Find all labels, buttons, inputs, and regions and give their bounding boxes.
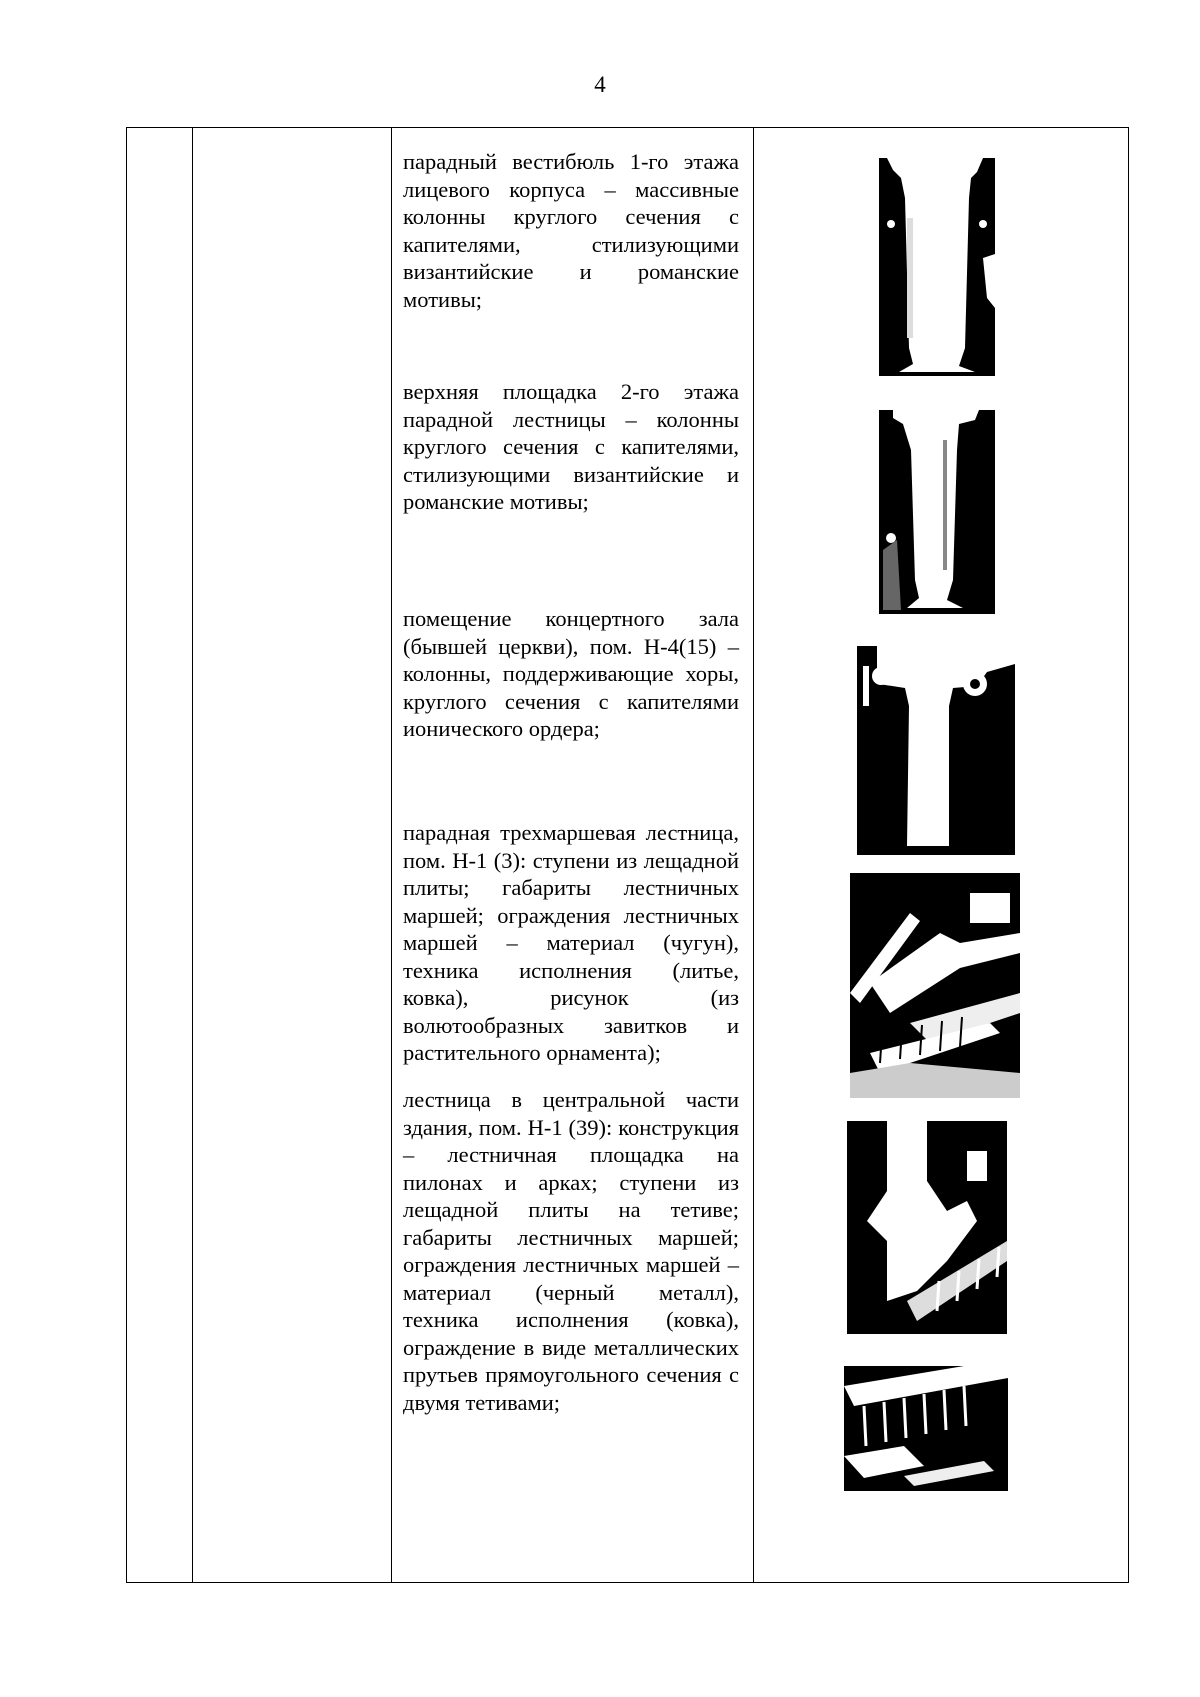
ionic-column-photo: [857, 646, 1015, 855]
page-number: 4: [594, 72, 606, 97]
number-cell: [127, 128, 193, 1583]
description-cell: [392, 128, 754, 1583]
photo-cell: [754, 128, 1129, 1583]
item-description: верхняя площадка 2-го этажа парадной лестницы – колонны круглого сечения с капителями, стилизующими византийские и романские мотивы;: [403, 379, 739, 514]
staircase-photo: [844, 1366, 1008, 1491]
table-row: [127, 128, 1129, 1583]
objects-table: [126, 127, 1129, 1583]
staircase-photo: [847, 1121, 1007, 1334]
column-photo: [879, 410, 995, 614]
staircase-photo: [850, 873, 1020, 1098]
item-description: лестница в центральной части здания, пом. Н-1 (39): конструкция – лестничная площадка на пилонах и арках; ступени из лещадной плиты на тетиве; габариты лестничных маршей; ограждения лестничных маршей – материал (черный металл), техника исполнения (ковка), ограждение в виде металлических прутьев прямоугольного сечения с двумя тетивами;: [403, 1087, 739, 1415]
column-photo: [879, 158, 995, 376]
item-description: парадный вестибюль 1-го этажа лицевого корпуса – массивные колонны круглого сечения с капителями, стилизующими византийские и романские мотивы;: [403, 149, 739, 312]
item-description: парадная трехмаршевая лестница, пом. Н-1 (3): ступени из лещадной плиты; габариты лестничных маршей; ограждения лестничных маршей – материал (чугун), техника исполнения (литье, ковка), рисунок (из волютообразных завитков и растительного орнамента);: [403, 820, 739, 1065]
object-cell: [193, 128, 392, 1583]
item-description: помещение концертного зала (бывшей церкви), пом. Н-4(15) – колонны, поддерживающие хоры, круглого сечения с капителями ионического ордера;: [403, 606, 739, 741]
